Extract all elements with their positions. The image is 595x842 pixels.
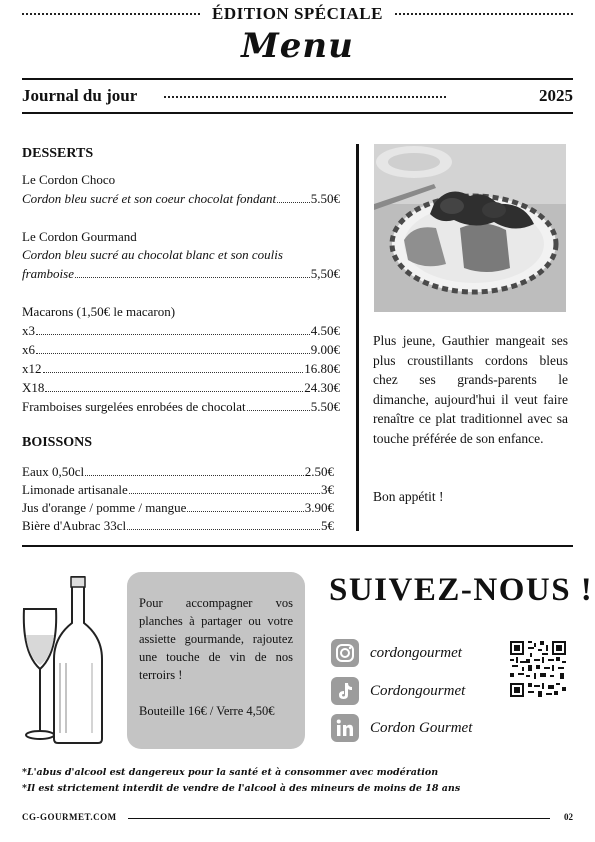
choco-desc: Cordon bleu sucré et son coeur chocolat fondant [22,191,277,206]
boisson-price: 5€ [321,518,334,533]
macaron-price: 16.80€ [304,361,340,376]
tiktok-icon [331,677,359,705]
leader-dots [43,360,304,373]
social-item-linkedin[interactable] [331,714,472,742]
leader-dots [36,341,310,354]
boisson-label: Limonade artisanale [22,482,128,497]
boisson-row [22,481,334,499]
macaron-row [22,322,340,340]
leader-dots [45,379,303,392]
macaron-label: x12 [22,361,42,376]
leader-dots [85,463,304,476]
footer-rule [128,818,550,819]
wine-illustration [22,573,108,745]
footer-site[interactable]: CG-GOURMET.COM [22,812,117,822]
boissons-title: BOISSONS [22,435,93,450]
gourmand-name: Le Cordon Gourmand [22,229,137,244]
social-item-instagram[interactable] [331,639,462,667]
header-rule-top [22,78,573,80]
food-photo [374,144,566,312]
leader-dots [277,190,310,203]
story-text: Plus jeune, Gauthier mangeait ses plus croustillants cordons bleus chez ses grands-parents le dimanche, aujourd'hui il veut faire renaître ce plat traditionnel avec sa touche préférée de son enfance. [373,333,568,446]
closing-text: Bon appétit ! [373,489,444,504]
macaron-row [22,360,340,378]
gourmand-desc-1: Cordon bleu sucré au chocolat blanc et son coulis [22,247,283,262]
gourmand-price: 5,50€ [310,266,340,281]
year-label: 2025 [539,86,573,105]
instagram-icon [331,639,359,667]
leader-dots [187,499,303,512]
leader-dots [127,517,320,530]
boisson-row [22,499,334,517]
boisson-price: 2.50€ [304,464,334,479]
macaron-row [22,379,340,397]
header-rule-bottom [22,112,573,114]
choco-name: Le Cordon Choco [22,172,116,187]
boisson-label: Jus d'orange / pomme / mangue [22,500,187,515]
leader-dots [36,322,310,335]
journal-dotline [164,96,446,98]
wine-bottle-glass-icon [22,573,108,745]
linkedin-handle: Cordon Gourmet [370,719,473,736]
linkedin-icon [331,714,359,742]
choco-price: 5.50€ [310,191,340,206]
choco-desc-line [22,190,340,208]
boisson-label: Eaux 0,50cl [22,464,85,479]
legal-line-2: *Il est strictement interdit de vendre de l'alcool à des mineurs de moins de 18 ans [22,783,461,794]
desserts-title: DESSERTS [22,146,94,161]
journal-label: Journal du jour [22,86,138,105]
macaron-price: 24.30€ [304,380,340,395]
leader-dots [75,265,310,278]
middle-rule [22,545,573,547]
column-divider [356,144,359,531]
boisson-price: 3€ [321,482,334,497]
macaron-price: 4.50€ [310,323,340,338]
macaron-label: x6 [22,342,35,357]
leader-dots [247,398,310,411]
boisson-row [22,463,334,481]
boisson-row [22,517,334,535]
instagram-handle: cordongourmet [370,644,462,661]
boisson-price: 3.90€ [304,500,334,515]
qr-code-icon[interactable] [510,641,566,697]
food-photo-drawing [374,144,566,312]
edition-label: ÉDITION SPÉCIALE [212,4,383,23]
macarons-title: Macarons (1,50€ le macaron) [22,304,176,319]
macaron-price: 5.50€ [310,399,340,414]
macaron-label: x3 [22,323,35,338]
social-item-tiktok[interactable] [331,677,465,705]
page-number: 02 [564,812,573,822]
gourmand-desc-line [22,265,340,283]
macaron-price: 9.00€ [310,342,340,357]
tiktok-handle: Cordongourmet [370,682,466,699]
legal-line-1: *L'abus d'alcool est dangereux pour la santé et à consommer avec modération [22,767,439,778]
wine-price: Bouteille 16€ / Verre 4,50€ [139,704,275,718]
macaron-label: Framboises surgelées enrobées de chocolat [22,399,246,414]
leader-dots [129,481,320,494]
wine-box [127,572,305,749]
macaron-row [22,341,340,359]
page-title: Menu [241,26,354,66]
macaron-row [22,398,340,416]
boisson-label: Bière d'Aubrac 33cl [22,518,127,533]
social-title: SUIVEZ-NOUS ! [329,572,594,608]
gourmand-desc-2: framboise [22,266,74,281]
wine-text: Pour accompagner vos planches à partager ou votre assiette gourmande, rajoutez une touche de vin de nos terroirs ! [139,596,293,682]
macaron-label: X18 [22,380,45,395]
